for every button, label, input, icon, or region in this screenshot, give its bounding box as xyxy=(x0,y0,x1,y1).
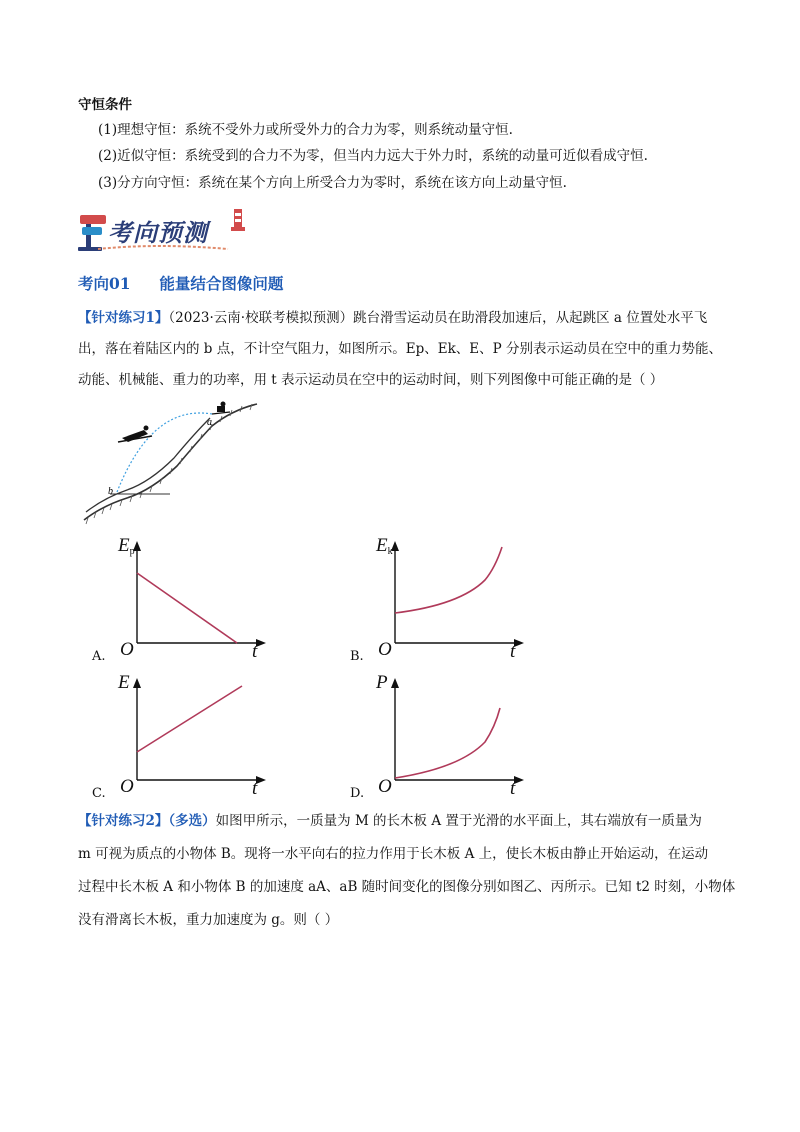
q2-line-2: m 可视为质点的小物体 B。现将一水平向右的拉力作用于长木板 A 上，使长木板由静止开始运动，在运动 xyxy=(78,846,709,862)
y-axis-symbol: P xyxy=(376,672,388,693)
q2-line-3: 过程中长木板 A 和小物体 B 的加速度 aA、aB 随时间变化的图像分别如图乙、丙所示。已知 t2 时刻，小物体 xyxy=(78,879,736,895)
q2-multi: （多选） xyxy=(168,813,216,829)
section-label: 考向01 xyxy=(78,274,131,293)
label-a: a xyxy=(207,417,212,428)
y-axis-subscript: k xyxy=(387,546,393,557)
y-axis-arrow xyxy=(133,678,141,688)
conservation-heading: 守恒条件 xyxy=(78,97,132,113)
q1-line-1 xyxy=(78,307,707,329)
option-graph-b xyxy=(350,535,540,665)
x-axis-arrow xyxy=(256,776,266,784)
curve xyxy=(137,686,242,752)
banner-title: 考向预测 xyxy=(108,219,208,247)
curve xyxy=(395,708,500,778)
x-axis-label: t xyxy=(252,778,258,799)
y-axis-symbol: E xyxy=(376,535,388,556)
y-axis-symbol: E xyxy=(118,672,130,693)
option-graph-d xyxy=(350,672,540,802)
y-axis-label xyxy=(376,535,393,557)
option-label[interactable]: D. xyxy=(350,786,365,801)
y-axis-label xyxy=(376,672,388,694)
forecast-banner xyxy=(78,205,248,253)
skier-top-icon xyxy=(212,402,230,415)
x-axis-arrow xyxy=(514,639,524,647)
q2-line-1 xyxy=(78,810,702,832)
conservation-item-1: (1)理想守恒：系统不受外力或所受外力的合力为零，则系统动量守恒. xyxy=(98,122,513,138)
x-axis-arrow xyxy=(256,639,266,647)
section-title: 能量结合图像问题 xyxy=(159,274,284,293)
option-graph-a xyxy=(92,535,282,665)
q1-line-2: 出，落在着陆区内的 b 点，不计空气阻力，如图所示。Ep、Ek、E、P 分别表示运动员在空中的重力势能、 xyxy=(78,341,722,357)
option-label[interactable]: C. xyxy=(92,786,106,801)
y-axis-symbol: E xyxy=(118,535,130,556)
option-label[interactable]: B. xyxy=(350,649,364,664)
origin-label: O xyxy=(120,639,134,660)
y-axis-label xyxy=(118,535,135,557)
x-axis-label: t xyxy=(510,778,516,799)
q1-text-1: （2023·云南·校联考模拟预测）跳台滑雪运动员在助滑段加速后，从起跳区 a 位置处水平飞 xyxy=(168,310,708,326)
q2-line-4: 没有滑离长木板，重力加速度为 g。则（ ） xyxy=(78,912,339,928)
origin-label: O xyxy=(378,776,392,797)
conservation-item-3: (3)分方向守恒：系统在某个方向上所受合力为零时，系统在该方向上动量守恒. xyxy=(98,175,567,191)
x-axis-label: t xyxy=(252,641,258,662)
q2-tag: 【针对练习2】 xyxy=(78,813,169,829)
origin-label: O xyxy=(378,639,392,660)
ski-slope-diagram xyxy=(82,398,272,528)
ski-jump-figure xyxy=(82,398,272,528)
origin-label: O xyxy=(120,776,134,797)
tower-icon xyxy=(231,209,245,231)
option-graph-c xyxy=(92,672,282,802)
x-axis-arrow xyxy=(514,776,524,784)
q2-text-1: 如图甲所示，一质量为 M 的长木板 A 置于光滑的水平面上，其右端放有一质量为 xyxy=(215,813,702,829)
q1-line-3: 动能、机械能、重力的功率，用 t 表示运动员在空中的运动时间，则下列图像中可能正确的是（ ） xyxy=(78,372,664,388)
x-axis-label: t xyxy=(510,641,516,662)
option-label[interactable]: A. xyxy=(92,649,106,664)
y-axis-subscript: p xyxy=(129,546,135,557)
y-axis-arrow xyxy=(391,678,399,688)
label-b: b xyxy=(108,486,113,497)
section-heading xyxy=(78,272,283,294)
curve xyxy=(137,573,237,643)
conservation-item-2: (2)近似守恒：系统受到的合力不为零，但当内力远大于外力时，系统的动量可近似看成守恒. xyxy=(98,148,648,164)
q1-tag: 【针对练习1】 xyxy=(78,310,169,326)
curve xyxy=(395,547,502,613)
y-axis-label xyxy=(118,672,130,694)
